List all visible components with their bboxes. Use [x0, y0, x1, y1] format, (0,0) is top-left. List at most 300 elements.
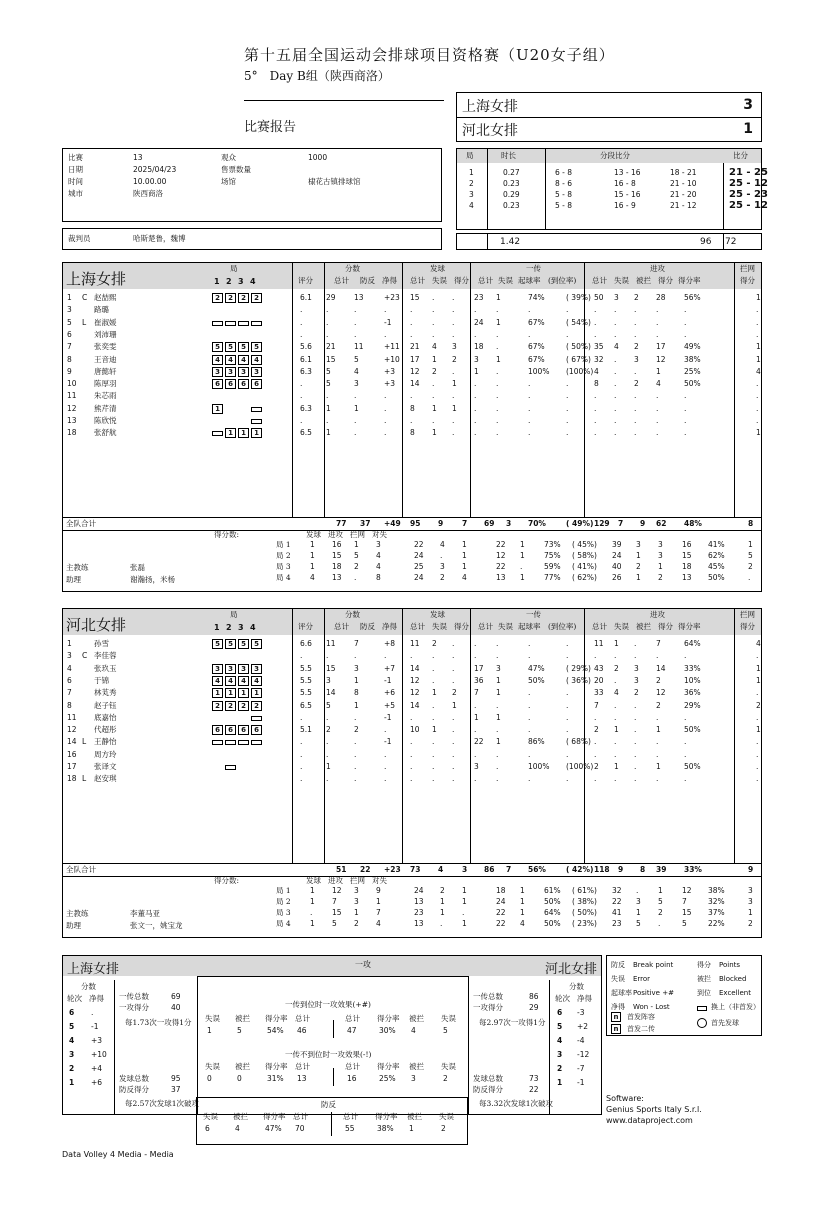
sub-marker: [238, 740, 249, 745]
player-stat: 6.3: [300, 366, 312, 376]
start-position: 2: [225, 701, 236, 711]
player-stat: .: [384, 416, 387, 425]
player-stat: .: [410, 329, 413, 339]
player-stat: .: [614, 403, 617, 413]
head-rec-pos: 起球率: [518, 622, 541, 631]
first-serve-icon: [697, 1018, 707, 1028]
player-stat: .: [474, 700, 477, 710]
player-stat: 3: [452, 342, 457, 352]
player-name: 于锦: [94, 675, 109, 685]
player-stat: .: [452, 725, 455, 735]
player-stat: .: [354, 712, 357, 722]
player-stat: 5.6: [300, 342, 312, 352]
player-stat: 2: [634, 293, 639, 302]
head-att-pts: 得分: [658, 622, 673, 631]
player-stat: 1: [452, 700, 457, 710]
set-duration: 0.29: [503, 190, 520, 199]
player-stat: .: [432, 329, 435, 339]
player-stat: .: [384, 774, 387, 784]
player-stat: 2: [634, 688, 639, 698]
player-stat: .: [452, 366, 455, 376]
player-stat: .: [410, 762, 413, 771]
set-stat: 1: [636, 908, 641, 917]
player-stat: .: [354, 774, 357, 784]
start-position: 3: [251, 367, 262, 377]
player-stat: .: [300, 317, 303, 327]
player-stat: .: [634, 737, 637, 747]
player-stat: .: [594, 317, 597, 327]
set-stat: 22: [612, 897, 622, 906]
head-att-pct: 得分率: [678, 276, 701, 285]
set-stat: 12: [496, 551, 506, 560]
head-pts-total: 总计: [334, 276, 349, 285]
player-stat: .: [594, 305, 597, 315]
fa-pos-stat: 5: [443, 1026, 448, 1035]
player-stat: .: [496, 762, 499, 771]
player-stat: .: [594, 712, 597, 722]
set-stat: 45%: [708, 562, 725, 571]
set-stat: 37%: [708, 908, 725, 917]
set-stat: 41%: [708, 540, 725, 549]
player-stat: 8: [410, 403, 415, 413]
player-stat: .: [634, 403, 637, 413]
player-stat: .: [566, 639, 569, 648]
sub-marker: [251, 321, 262, 326]
player-stat: 2: [756, 700, 761, 710]
player-stat: .: [566, 403, 569, 413]
team-total: 95: [410, 519, 421, 528]
set-points: 7: [376, 908, 381, 917]
player-stat: .: [354, 762, 357, 771]
set-row-label: 局 3: [276, 908, 291, 917]
player-name: 张玖玉: [94, 663, 117, 673]
player-stat: 1: [614, 725, 619, 735]
player-stat: 2: [614, 663, 619, 673]
player-stat: 6.5: [300, 428, 312, 438]
player-stat: .: [756, 688, 759, 698]
player-stat: 1: [432, 688, 437, 698]
player-stat: 28: [656, 293, 666, 302]
player-number: 18: [67, 774, 77, 784]
player-stat: 32: [594, 354, 604, 364]
set-partial-8: 5 - 8: [555, 190, 573, 199]
player-stat: .: [410, 749, 413, 759]
set-points: 13: [332, 573, 342, 582]
coach-name: 张磊: [130, 563, 145, 572]
head-rec-err: 失误: [498, 276, 513, 285]
set-stat: 23: [414, 908, 424, 917]
head-att: 进攻: [650, 610, 665, 619]
rot-number: 4: [557, 1036, 563, 1045]
player-stat: .: [614, 305, 617, 315]
rot-value: +10: [91, 1050, 107, 1059]
head-att-blk: 被拦: [636, 276, 651, 285]
set-stat: 1: [462, 919, 467, 928]
bp-stat: 2: [441, 1124, 446, 1133]
set-points: 2: [354, 562, 359, 571]
set-stat: .: [520, 562, 523, 571]
rot-value: -4: [577, 1036, 585, 1045]
player-stat: .: [452, 737, 455, 747]
player-stat: .: [432, 762, 435, 771]
player-stat: 3: [354, 663, 359, 673]
coach-label: 主教练: [66, 563, 89, 572]
player-stat: .: [566, 700, 569, 710]
team-name: 河北女排: [66, 616, 127, 634]
label-venue: 场馆: [221, 177, 236, 186]
player-stat: 1: [756, 663, 761, 673]
player-stat: .: [528, 639, 531, 648]
col-head: 总计: [343, 1112, 358, 1121]
team-total-label: 全队合计: [66, 519, 96, 528]
set-partial-16: 16 - 9: [614, 201, 636, 210]
player-stat: 1: [614, 639, 619, 648]
start-position: 5: [251, 639, 262, 649]
player-stat: 2: [594, 762, 599, 771]
player-stat: .: [496, 651, 499, 661]
player-stat: 7: [594, 700, 599, 710]
set-stat: 22: [496, 540, 506, 549]
player-number: 8: [67, 354, 72, 364]
rot-number: 6: [69, 1008, 75, 1017]
player-role: L: [82, 737, 87, 747]
set-stat: 5: [748, 551, 753, 560]
player-stat: .: [656, 403, 659, 413]
col-head: 总计: [293, 1112, 308, 1121]
player-stat: .: [496, 379, 499, 389]
set-stat: 39: [612, 540, 622, 549]
set-points: 15: [332, 551, 342, 560]
player-stat: 1: [326, 428, 331, 438]
player-stat: .: [326, 317, 329, 327]
player-stat: .: [300, 379, 303, 389]
b-rec-att: 29: [529, 1003, 539, 1012]
set-partial-16: 16 - 8: [614, 179, 636, 188]
player-stat: .: [384, 403, 387, 413]
start-position: 1: [238, 428, 249, 438]
match-info: [62, 148, 442, 222]
player-number: 17: [67, 762, 77, 771]
player-stat: 50%: [528, 675, 545, 685]
team-name: 上海女排: [66, 270, 127, 288]
player-name: 代超彤: [94, 725, 117, 735]
sub-marker: [225, 321, 236, 326]
set-stat: 22: [496, 562, 506, 571]
bp-stat: 47%: [265, 1124, 282, 1133]
player-stat: .: [326, 712, 329, 722]
set-stat: ( 50%): [572, 908, 597, 917]
team-total: 7: [462, 519, 468, 528]
col-head: 得分率: [263, 1112, 286, 1121]
fa-pos-stat: 5: [237, 1026, 242, 1035]
label-time: 时间: [68, 177, 83, 186]
player-stat: ( 50%): [566, 342, 591, 352]
player-stat: 18: [474, 342, 484, 352]
rot-value: -1: [577, 1078, 585, 1087]
player-stat: .: [614, 428, 617, 438]
player-stat: .: [756, 317, 759, 327]
player-stat: .: [614, 379, 617, 389]
set-stat: 1: [636, 573, 641, 582]
set-stat: 3: [748, 886, 753, 895]
player-stat: .: [634, 416, 637, 425]
team-total: 62: [656, 519, 667, 528]
bp-stat: 55: [345, 1124, 355, 1133]
team-total: 9: [618, 865, 624, 874]
player-stat: 29%: [684, 700, 701, 710]
sets-head-set: 局: [466, 151, 474, 160]
set-stat: 73%: [544, 540, 561, 549]
player-stat: .: [614, 700, 617, 710]
col-head: 得分率: [377, 1014, 400, 1023]
player-stat: 1: [474, 366, 479, 376]
player-stat: 1: [656, 762, 661, 771]
match-city: 陕西商洛: [133, 189, 163, 198]
player-stat: 11: [410, 639, 420, 648]
label-referees: 裁判员: [68, 234, 91, 243]
player-stat: .: [326, 737, 329, 747]
player-stat: 23: [474, 293, 484, 302]
player-stat: .: [474, 749, 477, 759]
start-position: 1: [225, 688, 236, 698]
player-stat: .: [656, 651, 659, 661]
player-stat: 1: [432, 354, 437, 364]
player-stat: .: [614, 354, 617, 364]
player-stat: .: [756, 737, 759, 747]
col-head: 失误: [441, 1014, 456, 1023]
set-partial-21: 21 - 12: [670, 201, 697, 210]
player-stat: .: [656, 737, 659, 747]
start-position: 3: [251, 664, 262, 674]
player-stat: 5.5: [300, 688, 312, 698]
player-stat: .: [594, 774, 597, 784]
player-stat: .: [474, 639, 477, 648]
player-stat: .: [656, 712, 659, 722]
player-stat: 8: [594, 379, 599, 389]
player-stat: 14: [410, 700, 420, 710]
player-stat: .: [756, 391, 759, 401]
player-stat: .: [684, 329, 687, 339]
team-total: 48%: [684, 519, 702, 528]
player-stat: 17: [474, 663, 484, 673]
sets-table: [456, 148, 768, 230]
set-label: 1: [214, 623, 220, 632]
set-stat: 4: [520, 919, 525, 928]
set-stat: 1: [462, 886, 467, 895]
player-stat: .: [528, 712, 531, 722]
total-points-b: 72: [725, 237, 737, 247]
col-head: 得分率: [265, 1062, 288, 1071]
set-duration: 0.23: [503, 201, 520, 210]
player-stat: .: [432, 712, 435, 722]
b-srv-bp-label: 防反得分: [473, 1085, 503, 1094]
set-partial-16: 15 - 16: [614, 190, 641, 199]
player-number: 11: [67, 391, 77, 401]
set-stat: 50%: [708, 573, 725, 582]
team-total: 39: [656, 865, 667, 874]
sets-head-score: 比分: [733, 151, 748, 160]
set-number: 2: [469, 179, 474, 188]
head-rec-pos: 起球率: [518, 276, 541, 285]
player-stat: 2: [354, 725, 359, 735]
player-stat: +5: [384, 700, 396, 710]
bp-stat: 4: [235, 1124, 240, 1133]
col-head: 总计: [295, 1062, 310, 1071]
player-stat: 11: [326, 639, 336, 648]
team-total: 37: [360, 519, 371, 528]
start-position: 5: [212, 639, 223, 649]
player-stat: .: [566, 379, 569, 389]
player-stat: .: [656, 416, 659, 425]
sub-marker: [251, 740, 262, 745]
player-stat: .: [354, 651, 357, 661]
player-stat: 4: [432, 342, 437, 352]
player-stat: .: [634, 749, 637, 759]
summary-fa-title: 一攻: [355, 960, 371, 969]
fa-neg-stat: 2: [443, 1074, 448, 1083]
player-stat: .: [474, 428, 477, 438]
venue: 棣花古镇排球馆: [308, 177, 361, 186]
player-stat: 100%: [528, 366, 550, 376]
set-stat: 32: [612, 886, 622, 895]
player-stat: 5.5: [300, 675, 312, 685]
player-stat: .: [300, 391, 303, 401]
assistant-name: 张文一，姚宝龙: [130, 921, 183, 930]
player-stat: .: [614, 329, 617, 339]
player-stat: .: [528, 749, 531, 759]
legend-value: Break point: [633, 961, 674, 969]
set-score: 25 - 12: [729, 200, 768, 211]
player-stat: .: [496, 639, 499, 648]
player-stat: .: [410, 416, 413, 425]
player-stat: 1: [756, 293, 761, 302]
player-stat: 1: [614, 762, 619, 771]
software-url[interactable]: www.dataproject.com: [606, 1116, 693, 1125]
player-stat: .: [634, 391, 637, 401]
fa-neg-stat: 0: [207, 1074, 212, 1083]
player-stat: 1: [432, 725, 437, 735]
set-row-label: 局 4: [276, 919, 291, 928]
player-stat: 43: [594, 663, 604, 673]
player-stat: .: [634, 428, 637, 438]
player-stat: .: [474, 305, 477, 315]
rot-number: 1: [557, 1078, 563, 1087]
player-stat: .: [614, 391, 617, 401]
scoreboard: [456, 92, 762, 142]
set-points: 1: [310, 562, 315, 571]
player-number: 12: [67, 725, 77, 735]
player-stat: 1: [474, 712, 479, 722]
player-stat: 1: [656, 366, 661, 376]
start-position: 3: [225, 367, 236, 377]
player-stat: .: [452, 762, 455, 771]
player-stat: .: [634, 762, 637, 771]
player-stat: .: [634, 329, 637, 339]
player-stat: .: [384, 725, 387, 735]
set-stat: 1: [440, 908, 445, 917]
set-stat: ( 58%): [572, 551, 597, 560]
player-stat: .: [496, 416, 499, 425]
player-stat: 64%: [684, 639, 701, 648]
player-stat: 1: [326, 403, 331, 413]
set-points: 2: [354, 919, 359, 928]
player-stat: .: [452, 774, 455, 784]
sets-head-partial: 分段比分: [600, 151, 630, 160]
player-stat: 50: [594, 293, 604, 302]
player-stat: .: [300, 416, 303, 425]
head-points: 分数: [345, 610, 360, 619]
player-role: L: [82, 774, 87, 784]
player-stat: 6.3: [300, 403, 312, 413]
col-head: 被拦: [235, 1062, 250, 1071]
rot-number: 1: [69, 1078, 75, 1087]
player-stat: .: [432, 749, 435, 759]
set-stat: 22%: [708, 919, 725, 928]
player-stat: 22: [474, 737, 484, 747]
set-stat: ( 23%): [572, 919, 597, 928]
player-stat: .: [496, 403, 499, 413]
set-stat: 50%: [544, 919, 561, 928]
player-stat: .: [756, 416, 759, 425]
player-number: 10: [67, 379, 77, 389]
player-stat: .: [634, 725, 637, 735]
set-stat: 16: [682, 540, 692, 549]
rot-head: 分数: [81, 982, 96, 991]
player-stat: .: [354, 329, 357, 339]
player-stat: .: [566, 651, 569, 661]
head-rec-total: 总计: [478, 276, 493, 285]
player-stat: ( 67%): [566, 354, 591, 364]
head-serve-pts: 得分: [454, 276, 469, 285]
legend-value: 首先发球: [711, 1019, 739, 1027]
player-stat: .: [566, 712, 569, 722]
sub-marker: [238, 321, 249, 326]
player-number: 6: [67, 329, 72, 339]
player-stat: .: [326, 416, 329, 425]
player-stat: 1: [432, 403, 437, 413]
head-att-blk: 被拦: [636, 622, 651, 631]
team-total: +23: [384, 865, 401, 874]
player-role: C: [82, 293, 88, 302]
player-number: 11: [67, 712, 77, 722]
start-position: 4: [251, 676, 262, 686]
player-stat: .: [354, 416, 357, 425]
player-stat: 49%: [684, 342, 701, 352]
team-total: 22: [360, 865, 371, 874]
sub-marker: [251, 419, 262, 424]
rot-number: 6: [557, 1008, 563, 1017]
player-stat: 50%: [684, 762, 701, 771]
player-number: 7: [67, 342, 72, 352]
player-stat: +10: [384, 354, 400, 364]
set-points: 18: [332, 562, 342, 571]
player-stat: 2: [594, 725, 599, 735]
set-score: 25 - 23: [729, 189, 768, 200]
player-stat: .: [566, 725, 569, 735]
set-stat: .: [748, 573, 751, 582]
set-stat: ( 45%): [572, 540, 597, 549]
player-stat: 1: [496, 737, 501, 747]
player-stat: .: [634, 317, 637, 327]
player-stat: 1: [756, 675, 761, 685]
set-label: 4: [250, 277, 256, 286]
rot-value: .: [91, 1008, 94, 1017]
player-stat: .: [474, 774, 477, 784]
set-number: 4: [469, 201, 474, 210]
set-label: 2: [226, 277, 232, 286]
set-points: 1: [310, 897, 315, 906]
player-stat: .: [496, 366, 499, 376]
